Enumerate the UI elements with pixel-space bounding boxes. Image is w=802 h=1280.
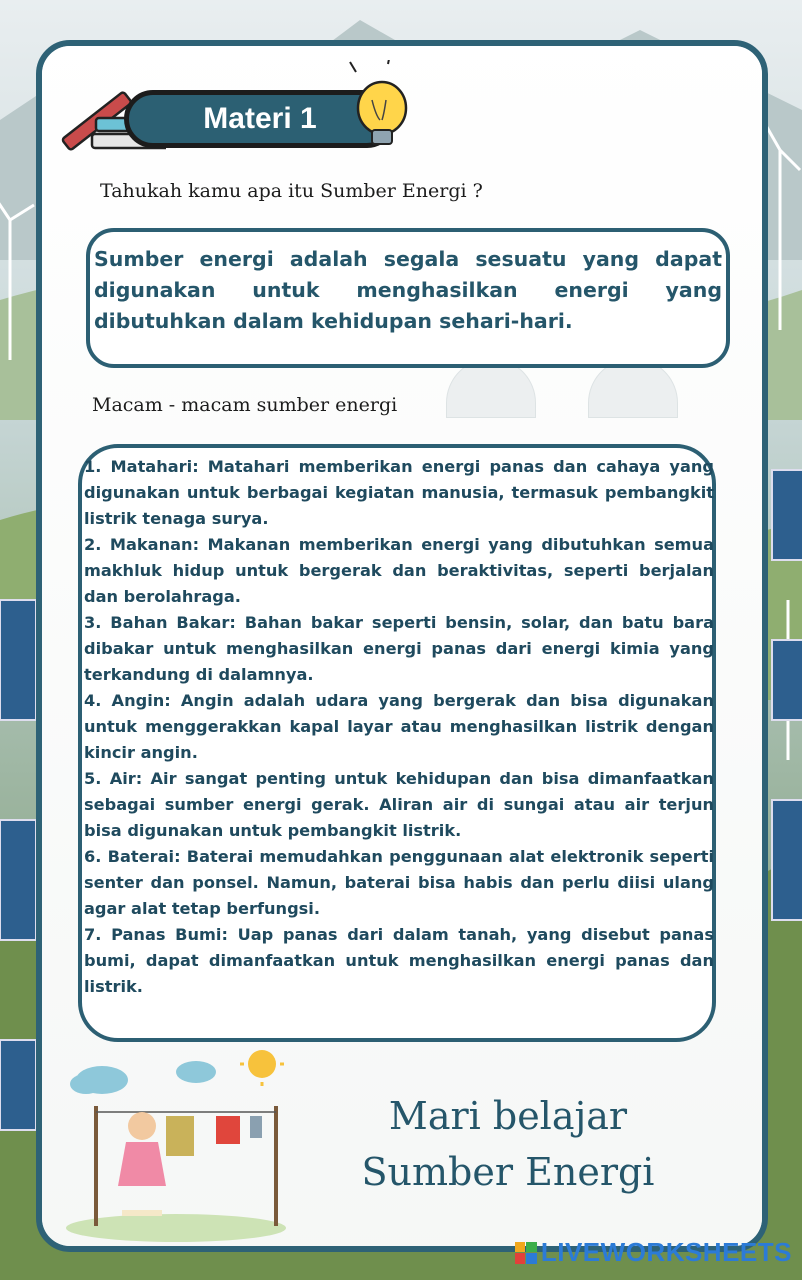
- list-item: 2. Makanan: Makanan memberikan energi yang dibutuhkan semua makhluk hidup untuk bergerak dan beraktivitas, seperti berjalan dan berolahraga.: [84, 535, 714, 606]
- girl-laundry-illustration: [56, 1046, 356, 1246]
- closing-title: [338, 1088, 678, 1200]
- cloud-icon: [176, 1061, 216, 1083]
- closing-line-2: Sumber Energi: [361, 1150, 655, 1194]
- list-item: 7. Panas Bumi: Uap panas dari dalam tanah, yang disebut panas bumi, dapat dimanfaatkan untuk menghasilkan energi panas dan listrik.: [84, 925, 714, 996]
- list-item: 1. Matahari: Matahari memberikan energi panas dan cahaya yang digunakan untuk berbagai kegiatan manusia, termasuk pembangkit listrik tenaga surya.: [84, 457, 714, 528]
- lightbulb-icon: [342, 60, 422, 160]
- brand-logo[interactable]: [515, 1237, 792, 1268]
- cloud-icon: [70, 1066, 128, 1094]
- list-item: 3. Bahan Bakar: Bahan bakar seperti bensin, solar, dan batu bara dibakar untuk menghasilkan energi panas dari energi kimia yang terkandung di dalamnya.: [84, 613, 714, 684]
- definition-text: Sumber energi adalah segala sesuatu yang dapat digunakan untuk menghasilkan energi yang dibutuhkan dalam kehidupan sehari-hari.: [94, 247, 722, 333]
- question-what-is-energy: Tahukah kamu apa itu Sumber Energi ?: [100, 180, 483, 202]
- question-types-of-energy: Macam - macam sumber energi: [92, 394, 398, 416]
- sun-icon: [240, 1046, 284, 1086]
- energy-source-list: [84, 454, 714, 1000]
- liveworksheets-logo-icon: [515, 1242, 537, 1264]
- brand-name: LIVEWORKSHEETS: [540, 1237, 792, 1267]
- list-item: 6. Baterai: Baterai memudahkan penggunaan alat elektronik seperti senter dan ponsel. Namun, baterai bisa habis dan perlu diisi ulang agar alat tetap berfungsi.: [84, 847, 714, 918]
- closing-line-1: Mari belajar: [388, 1094, 628, 1138]
- header-badge-label: Materi 1: [203, 102, 317, 135]
- lesson-card: [36, 40, 768, 1252]
- list-item: 5. Air: Air sangat penting untuk kehidupan dan bisa dimanfaatkan sebagai sumber energi gerak. Aliran air di sungai atau air terjun bisa digunakan untuk pembangkit listrik.: [84, 769, 714, 840]
- list-item: 4. Angin: Angin adalah udara yang bergerak dan bisa digunakan untuk menggerakkan kapal layar atau menghasilkan listrik dengan kincir angin.: [84, 691, 714, 762]
